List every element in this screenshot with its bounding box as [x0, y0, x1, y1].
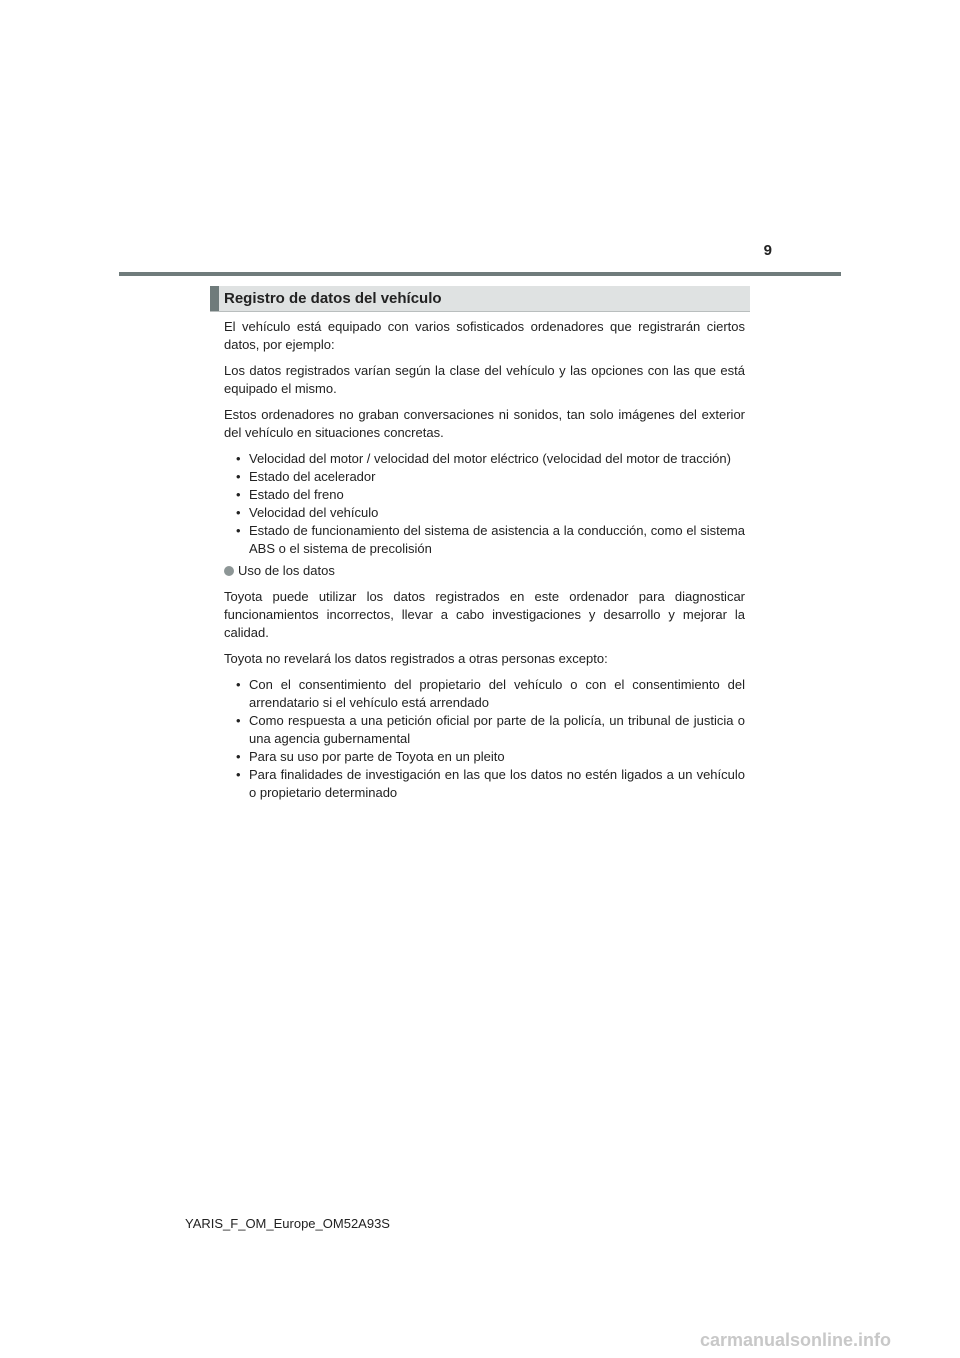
bullet-icon: • [236, 713, 241, 728]
disclosure-exceptions-list [224, 676, 745, 802]
watermark: carmanualsonline.info [700, 1330, 892, 1350]
section-header [210, 286, 750, 312]
data-use-subheading: Uso de los datos [224, 562, 745, 580]
section-header-accent-bar [210, 286, 219, 311]
list-item: • Estado del acelerador [236, 469, 376, 484]
page-number: 9 [763, 242, 772, 259]
list-item: • Para finalidades de investigación en las que los datos no estén ligados a un vehículo o propietario determinado [236, 767, 745, 800]
data-use-paragraph: Toyota puede utilizar los datos registrados en este ordenador para diagnosticar funcionamientos incorrectos, llevar a cabo investigaciones y desarrollo y mejorar la calidad. [224, 589, 745, 640]
disclosure-paragraph: Toyota no revelará los datos registrados a otras personas excepto: [224, 651, 608, 666]
list-item: • Con el consentimiento del propietario del vehículo o con el consentimiento del arrendatario si el vehículo está arrendado [236, 677, 745, 710]
bullet-icon: • [236, 469, 241, 484]
circle-bullet-icon [224, 566, 234, 576]
list-item: • Como respuesta a una petición oficial por parte de la policía, un tribunal de justicia o una agencia gubernamental [236, 713, 745, 746]
list-item: • Estado del freno [236, 487, 344, 502]
bullet-icon: • [236, 523, 241, 538]
list-item: • Para su uso por parte de Toyota en un pleito [236, 749, 505, 764]
intro-paragraph: El vehículo está equipado con varios sofisticados ordenadores que registrarán ciertos datos, por ejemplo: [224, 319, 745, 352]
document-code-footer: YARIS_F_OM_Europe_OM52A93S [185, 1216, 390, 1231]
data-variation-paragraph: Los datos registrados varían según la clase del vehículo y las opciones con las que está equipado el mismo. [224, 363, 745, 396]
bullet-icon: • [236, 451, 241, 466]
top-divider [119, 272, 841, 276]
main-content [224, 318, 745, 806]
section-title: Registro de datos del vehículo [224, 290, 442, 307]
bullet-icon: • [236, 767, 241, 782]
bullet-icon: • [236, 677, 241, 692]
list-item: • Velocidad del vehículo [236, 505, 379, 520]
recording-scope-paragraph: Estos ordenadores no graban conversaciones ni sonidos, tan solo imágenes del exterior del vehículo en situaciones concretas. [224, 407, 745, 440]
bullet-icon: • [236, 505, 241, 520]
list-item: • Velocidad del motor / velocidad del motor eléctrico (velocidad del motor de tracción) [236, 451, 731, 466]
recorded-data-list [224, 450, 745, 558]
bullet-icon: • [236, 749, 241, 764]
list-item: • Estado de funcionamiento del sistema de asistencia a la conducción, como el sistema ABS o el sistema de precolisión [236, 523, 745, 556]
bullet-icon: • [236, 487, 241, 502]
